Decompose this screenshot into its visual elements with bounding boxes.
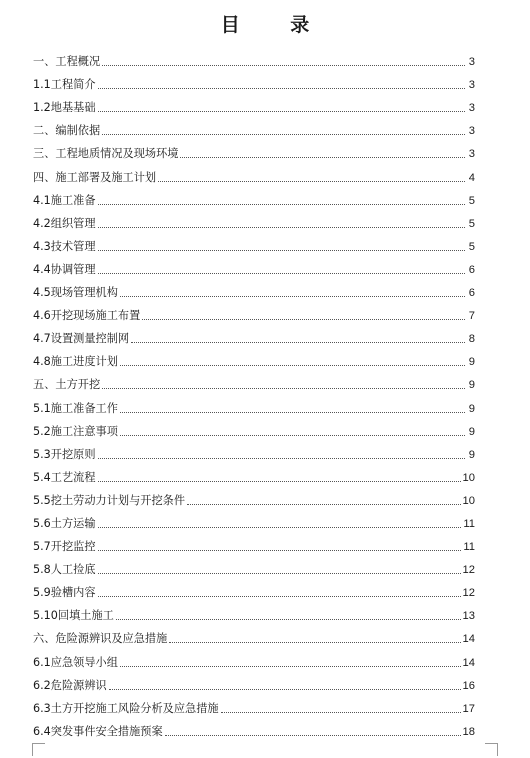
toc-entry[interactable] xyxy=(33,439,475,462)
toc-entry-page-number: 18 xyxy=(462,725,475,738)
toc-entry-label: 4.1施工准备 xyxy=(33,193,96,207)
dot-leader xyxy=(120,435,465,436)
toc-entry-label: 5.5挖土劳动力计划与开挖条件 xyxy=(33,493,186,507)
toc-entry[interactable] xyxy=(33,716,475,739)
toc-entry-page-number: 9 xyxy=(468,448,475,461)
toc-entry-page-number: 3 xyxy=(468,56,475,69)
toc-entry-label: 4.6开挖现场施工布置 xyxy=(33,309,141,323)
toc-entry[interactable] xyxy=(33,300,475,323)
toc-entry[interactable] xyxy=(33,554,475,577)
toc-entry-label: 4.3技术管理 xyxy=(33,239,96,253)
toc-entry-page-number: 4 xyxy=(468,171,475,184)
toc-entry-page-number: 3 xyxy=(468,102,475,115)
toc-entry-label: 四、施工部署及施工计划 xyxy=(33,170,157,184)
dot-leader xyxy=(98,273,465,274)
dot-leader xyxy=(180,157,465,158)
toc-entry-page-number: 16 xyxy=(462,679,475,692)
dot-leader xyxy=(120,666,461,667)
toc-entry-label: 6.2危险源辨识 xyxy=(33,678,107,692)
toc-entry-label: 一、工程概况 xyxy=(33,55,101,69)
dot-leader xyxy=(142,319,465,320)
toc-entry-label: 5.9验槽内容 xyxy=(33,586,96,600)
toc-entry[interactable] xyxy=(33,138,475,161)
toc-entry-label: 三、工程地质情况及现场环境 xyxy=(33,147,179,161)
toc-entry[interactable] xyxy=(33,531,475,554)
toc-entry-page-number: 3 xyxy=(468,148,475,161)
toc-entry[interactable] xyxy=(33,161,475,184)
toc-title: 目 录 xyxy=(220,14,332,36)
toc-entry[interactable] xyxy=(33,416,475,439)
toc-entry[interactable] xyxy=(33,46,475,69)
toc-entry-page-number: 5 xyxy=(468,217,475,230)
dot-leader xyxy=(187,504,461,505)
dot-leader xyxy=(98,481,461,482)
toc-entry-page-number: 12 xyxy=(462,564,475,577)
toc-entry[interactable] xyxy=(33,92,475,115)
dot-leader xyxy=(120,296,465,297)
dot-leader xyxy=(102,134,465,135)
toc-entry-page-number: 7 xyxy=(468,310,475,323)
toc-entry[interactable] xyxy=(33,346,475,369)
toc-entry-label: 六、危险源辨识及应急措施 xyxy=(33,632,168,646)
toc-entry[interactable] xyxy=(33,323,475,346)
dot-leader xyxy=(169,642,460,643)
toc-entry[interactable] xyxy=(33,670,475,693)
toc-entry-label: 6.4突发事件安全措施预案 xyxy=(33,724,163,738)
toc-entry-label: 5.8人工捡底 xyxy=(33,563,96,577)
toc-entry-page-number: 11 xyxy=(463,541,475,554)
toc-entry-page-number: 6 xyxy=(468,263,475,276)
toc-entry-label: 1.2地基基础 xyxy=(33,101,96,115)
toc-entry[interactable] xyxy=(33,208,475,231)
toc-entry-page-number: 9 xyxy=(468,425,475,438)
toc-entry-label: 5.7开挖监控 xyxy=(33,540,96,554)
toc-entry[interactable] xyxy=(33,185,475,208)
toc-entry-label: 5.10回填土施工 xyxy=(33,609,114,623)
toc-entry-label: 5.6土方运输 xyxy=(33,516,96,530)
toc-entry-label: 4.2组织管理 xyxy=(33,216,96,230)
toc-entry[interactable] xyxy=(33,69,475,92)
toc-entry-label: 4.5现场管理机构 xyxy=(33,286,118,300)
toc-entry-label: 二、编制依据 xyxy=(33,124,101,138)
dot-leader xyxy=(120,365,465,366)
toc-entry-page-number: 3 xyxy=(468,79,475,92)
dot-leader xyxy=(98,550,462,551)
toc-entry-page-number: 10 xyxy=(462,494,475,507)
toc-entry[interactable] xyxy=(33,254,475,277)
toc-entry-page-number: 3 xyxy=(468,125,475,138)
toc-entry[interactable] xyxy=(33,623,475,646)
toc-entry-label: 1.1工程简介 xyxy=(33,78,96,92)
toc-entry-page-number: 10 xyxy=(462,471,475,484)
toc-entry[interactable] xyxy=(33,277,475,300)
dot-leader xyxy=(98,596,461,597)
dot-leader xyxy=(102,388,465,389)
toc-entry-label: 5.3开挖原则 xyxy=(33,447,96,461)
dot-leader xyxy=(98,204,465,205)
toc-entry-page-number: 11 xyxy=(463,517,475,530)
dot-leader xyxy=(131,342,465,343)
dot-leader xyxy=(120,412,465,413)
dot-leader xyxy=(165,735,461,736)
toc-entry-page-number: 9 xyxy=(468,379,475,392)
toc-entry-page-number: 17 xyxy=(462,702,475,715)
dot-leader xyxy=(116,619,461,620)
table-of-contents xyxy=(33,46,475,739)
toc-entry-page-number: 8 xyxy=(468,333,475,346)
toc-entry-label: 4.7设置测量控制网 xyxy=(33,332,130,346)
toc-entry[interactable] xyxy=(33,115,475,138)
dot-leader xyxy=(98,88,465,89)
dot-leader xyxy=(98,250,465,251)
toc-entry-label: 4.4协调管理 xyxy=(33,262,96,276)
dot-leader xyxy=(98,527,462,528)
toc-entry[interactable] xyxy=(33,462,475,485)
dot-leader xyxy=(109,689,461,690)
toc-entry[interactable] xyxy=(33,369,475,392)
corner-mark-right xyxy=(485,743,498,756)
dot-leader xyxy=(158,181,465,182)
corner-mark-left xyxy=(32,743,45,756)
dot-leader xyxy=(98,111,465,112)
dot-leader xyxy=(98,458,465,459)
toc-entry-page-number: 6 xyxy=(468,287,475,300)
toc-entry-page-number: 5 xyxy=(468,240,475,253)
toc-entry-page-number: 9 xyxy=(468,356,475,369)
toc-entry-page-number: 14 xyxy=(462,656,475,669)
toc-entry[interactable] xyxy=(33,485,475,508)
toc-entry[interactable] xyxy=(33,646,475,669)
toc-entry-page-number: 9 xyxy=(468,402,475,415)
dot-leader xyxy=(98,227,465,228)
toc-entry-page-number: 5 xyxy=(468,194,475,207)
dot-leader xyxy=(98,573,461,574)
toc-entry-label: 4.8施工进度计划 xyxy=(33,355,118,369)
toc-entry-label: 五、土方开挖 xyxy=(33,378,101,392)
toc-entry-label: 6.3土方开挖施工风险分析及应急措施 xyxy=(33,701,219,715)
toc-entry[interactable] xyxy=(33,508,475,531)
toc-entry-page-number: 14 xyxy=(462,633,475,646)
dot-leader xyxy=(221,712,461,713)
toc-entry-label: 5.2施工注意事项 xyxy=(33,424,118,438)
toc-entry-page-number: 12 xyxy=(462,587,475,600)
toc-entry[interactable] xyxy=(33,392,475,415)
dot-leader xyxy=(102,65,465,66)
toc-entry-label: 5.4工艺流程 xyxy=(33,470,96,484)
toc-entry-page-number: 13 xyxy=(462,610,475,623)
toc-entry[interactable] xyxy=(33,693,475,716)
toc-entry-label: 5.1施工准备工作 xyxy=(33,401,118,415)
toc-entry[interactable] xyxy=(33,577,475,600)
toc-entry[interactable] xyxy=(33,231,475,254)
toc-entry[interactable] xyxy=(33,600,475,623)
toc-entry-label: 6.1应急领导小组 xyxy=(33,655,118,669)
